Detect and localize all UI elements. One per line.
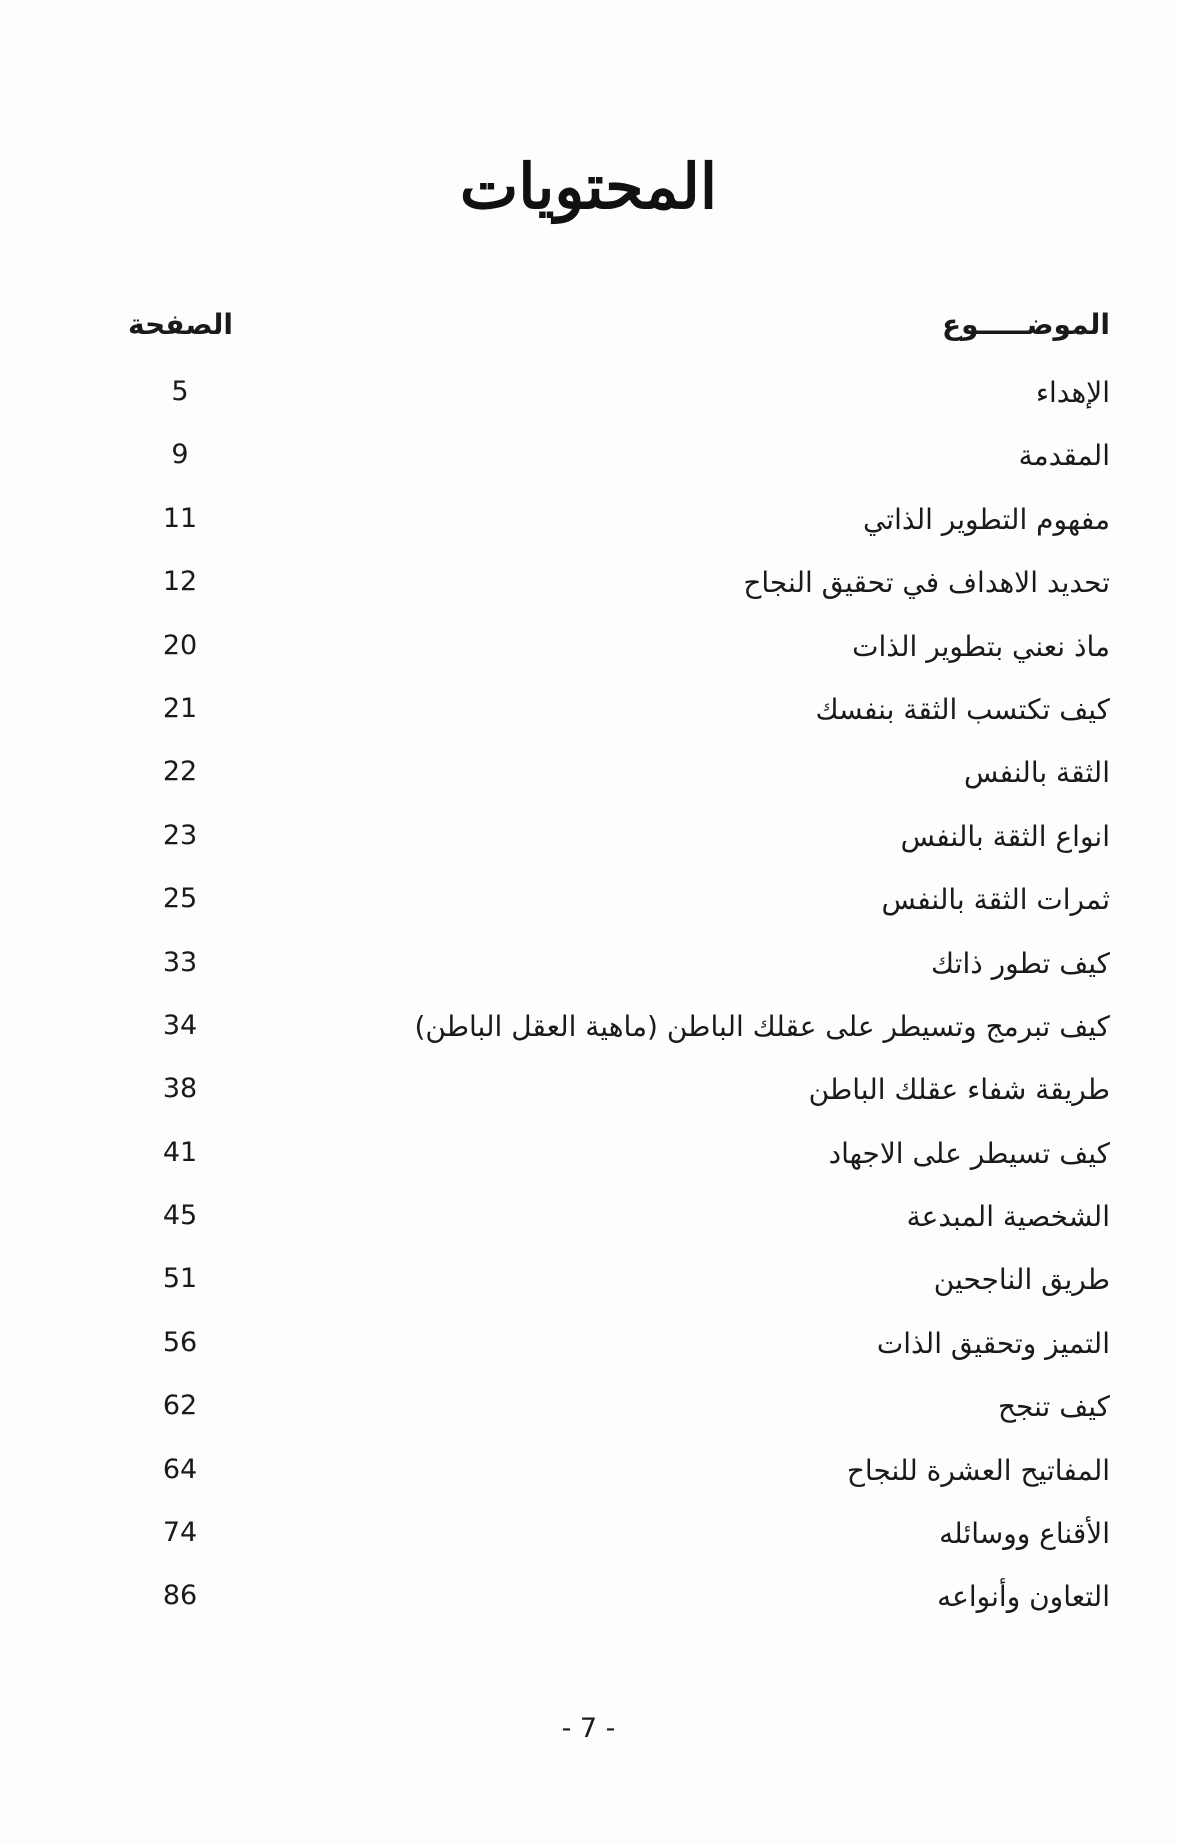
toc-entry: [128, 1255, 1110, 1318]
toc-entry-page: 12: [162, 566, 198, 598]
toc-entry: [128, 1509, 1110, 1572]
toc-entry: [128, 1572, 1110, 1635]
toc-entry-page: 62: [162, 1390, 198, 1422]
toc-entry-title: الشخصية المبدعة: [906, 1200, 1110, 1234]
toc-entry: [128, 1065, 1110, 1128]
toc-entry-page: 23: [162, 819, 198, 851]
toc-entry-title: كيف تنجح: [997, 1390, 1110, 1424]
toc-entry-page: 86: [162, 1580, 198, 1612]
toc-entry-page: 51: [162, 1263, 198, 1295]
toc-entry-title: التعاون وأنواعه: [937, 1580, 1110, 1614]
toc-entry: [128, 748, 1110, 811]
toc-entry-title: مفهوم التطوير الذاتي: [862, 502, 1110, 536]
table-of-contents: [128, 368, 1110, 1636]
toc-entry-title: ثمرات الثقة بالنفس: [881, 883, 1110, 917]
toc-entry-title: الثقة بالنفس: [963, 756, 1110, 790]
toc-entry-title: المفاتيح العشرة للنجاح: [846, 1453, 1110, 1487]
toc-entry-title: طريقة شفاء عقلك الباطن: [808, 1073, 1110, 1107]
page-number: - 7 -: [561, 1713, 616, 1744]
toc-entry: [128, 431, 1110, 494]
toc-entry-page: 20: [162, 629, 198, 661]
toc-entry-title: انواع الثقة بالنفس: [900, 819, 1110, 853]
toc-entry-title: كيف تطور ذاتك: [931, 946, 1110, 980]
toc-entry: [128, 1319, 1110, 1382]
toc-entry: [128, 1192, 1110, 1255]
toc-entry-page: 9: [171, 439, 189, 471]
toc-entry-page: 74: [162, 1517, 198, 1549]
toc-entry-page: 34: [162, 1009, 198, 1041]
toc-entry: [128, 812, 1110, 875]
toc-entry: [128, 1446, 1110, 1509]
toc-entry: [128, 1382, 1110, 1445]
toc-entry-page: 25: [162, 883, 198, 915]
toc-entry: [128, 368, 1110, 431]
toc-entry-title: كيف تبرمج وتسيطر على عقلك الباطن (ماهية العقل الباطن): [414, 1009, 1110, 1043]
toc-entry: [128, 1002, 1110, 1065]
page-title: المحتويات: [459, 150, 718, 223]
toc-entry-title: التميز وتحقيق الذات: [876, 1326, 1110, 1360]
toc-header: [128, 308, 1110, 352]
toc-entry: [128, 939, 1110, 1002]
toc-entry-title: المقدمة: [1018, 439, 1110, 473]
toc-entry-page: 33: [162, 946, 198, 978]
toc-entry-title: ماذ نعني بتطوير الذات: [852, 629, 1110, 663]
toc-entry-title: الأقناع ووسائله: [939, 1517, 1110, 1551]
toc-entry-page: 41: [162, 1136, 198, 1168]
toc-entry: [128, 1129, 1110, 1192]
toc-entry-page: 56: [162, 1326, 198, 1358]
toc-entry-page: 38: [162, 1073, 198, 1105]
toc-entry: [128, 558, 1110, 621]
toc-entry-page: 45: [162, 1200, 198, 1232]
toc-entry-page: 11: [162, 502, 198, 534]
toc-entry-title: كيف تكتسب الثقة بنفسك: [815, 692, 1110, 726]
toc-entry: [128, 495, 1110, 558]
toc-entry-title: كيف تسيطر على الاجهاد: [828, 1136, 1110, 1170]
toc-entry-title: طريق الناجحين: [933, 1263, 1110, 1297]
header-topic-label: الموضـــــوع: [941, 308, 1110, 341]
toc-entry-title: تحديد الاهداف في تحقيق النجاح: [743, 566, 1110, 600]
toc-entry: [128, 685, 1110, 748]
toc-entry-page: 64: [162, 1453, 198, 1485]
toc-entry-page: 5: [171, 376, 189, 407]
toc-entry: [128, 622, 1110, 685]
toc-entry-page: 21: [162, 692, 198, 724]
header-page-label: الصفحة: [128, 308, 234, 341]
toc-entry: [128, 875, 1110, 938]
toc-entry-title: الإهداء: [1035, 376, 1110, 409]
toc-entry-page: 22: [162, 756, 198, 788]
